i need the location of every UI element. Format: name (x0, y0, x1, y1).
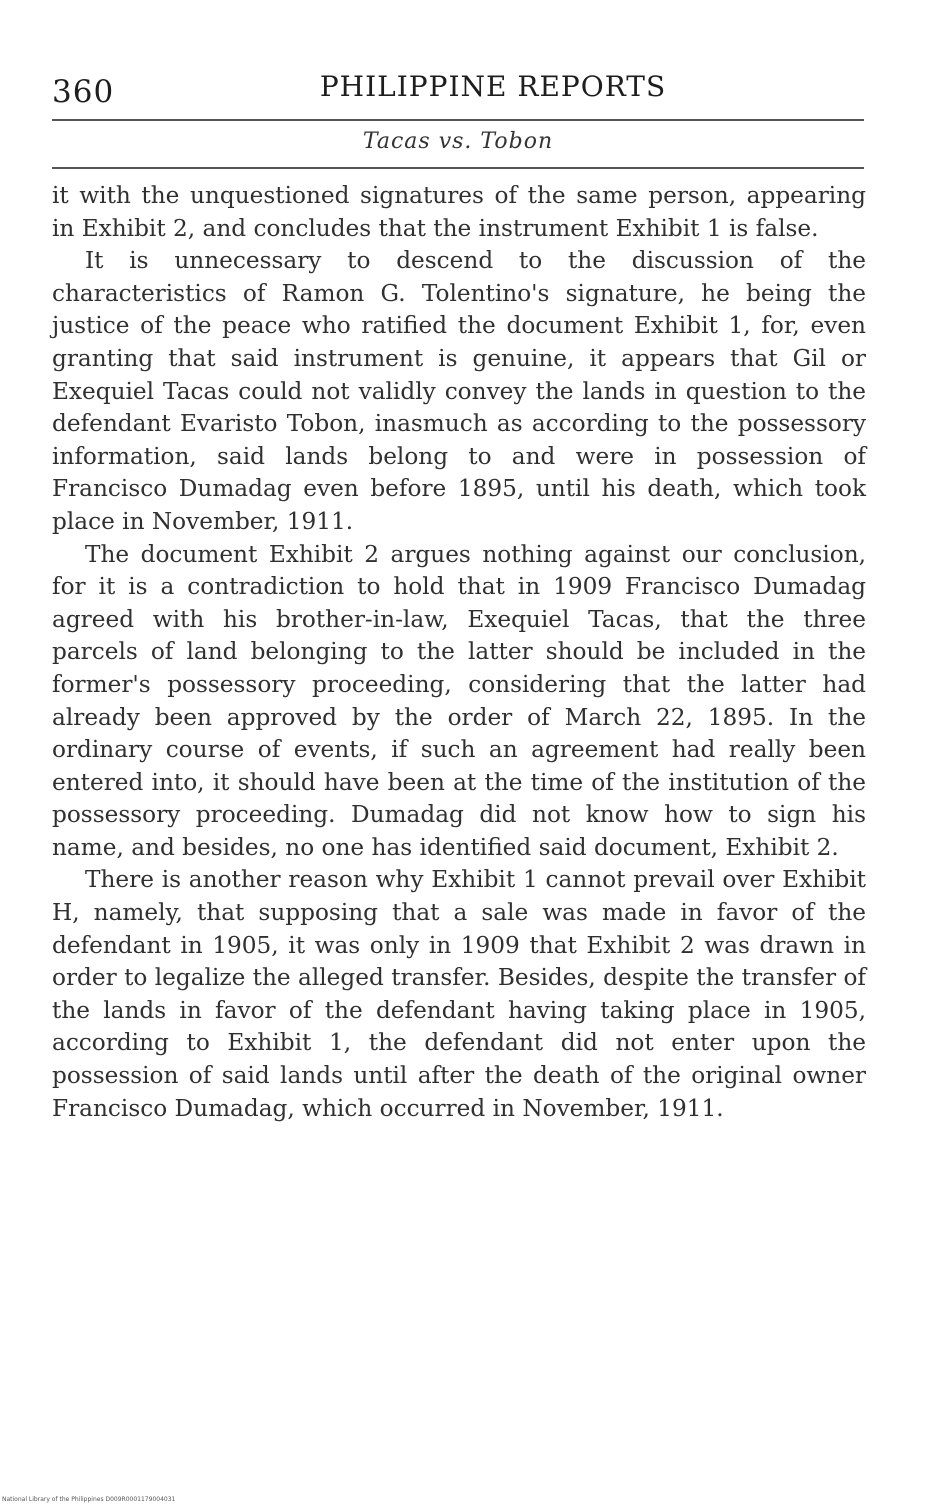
paragraph-continuation: it with the unquestioned signatures of the same person, appearing in Exhibit 2, and concludes that the instrument Exhibit 1 is false. (52, 182, 866, 242)
case-title-rule (52, 167, 864, 169)
case-title: Tacas vs. Tobon (362, 129, 554, 154)
running-title: PHILIPPINE REPORTS (319, 70, 667, 103)
header-rule (52, 119, 864, 121)
paragraph: The document Exhibit 2 argues nothing against our conclusion, for it is a contradiction to hold that in 1909 Francisco Dumadag agreed with his brother-in-law, Exequiel Tacas, that the three parcels of land belonging to the latter should be included in the former's possessory proceeding, considering that the latter had already been approved by the order of March 22, 1895. In the ordinary course of events, if such an agreement had really been entered into, it should have been at the time of the institution of the possessory proceeding. Dumadag did not know how to sign his name, and besides, no one has identified said document, Exhibit 2. (52, 540, 866, 861)
paragraph: It is unnecessary to descend to the discussion of the characteristics of Ramon G. Tolentino's signature, he being the justice of the peace who ratified the document Exhibit 1, for, even granting that said instrument is genuine, it appears that Gil or Exequiel Tacas could not validly convey the lands in question to the defendant Evaristo Tobon, inasmuch as according to the possessory information, said lands belong to and were in possession of Francisco Dumadag even before 1895, until his death, which took place in November, 1911. (52, 247, 866, 535)
page-header (52, 68, 864, 108)
page-number: 360 (52, 74, 115, 110)
body-text (52, 180, 866, 1125)
scan-source-note: National Library of the Philippines D009R0001179004031 (2, 1496, 176, 1503)
paragraph: There is another reason why Exhibit 1 cannot prevail over Exhibit H, namely, that supposing that a sale was made in favor of the defendant in 1905, it was only in 1909 that Exhibit 2 was drawn in order to legalize the alleged transfer. Besides, despite the transfer of the lands in favor of the defendant having taking place in 1905, according to Exhibit 1, the defendant did not enter upon the possession of said lands until after the death of the original owner Francisco Dumadag, which occurred in November, 1911. (52, 866, 866, 1122)
